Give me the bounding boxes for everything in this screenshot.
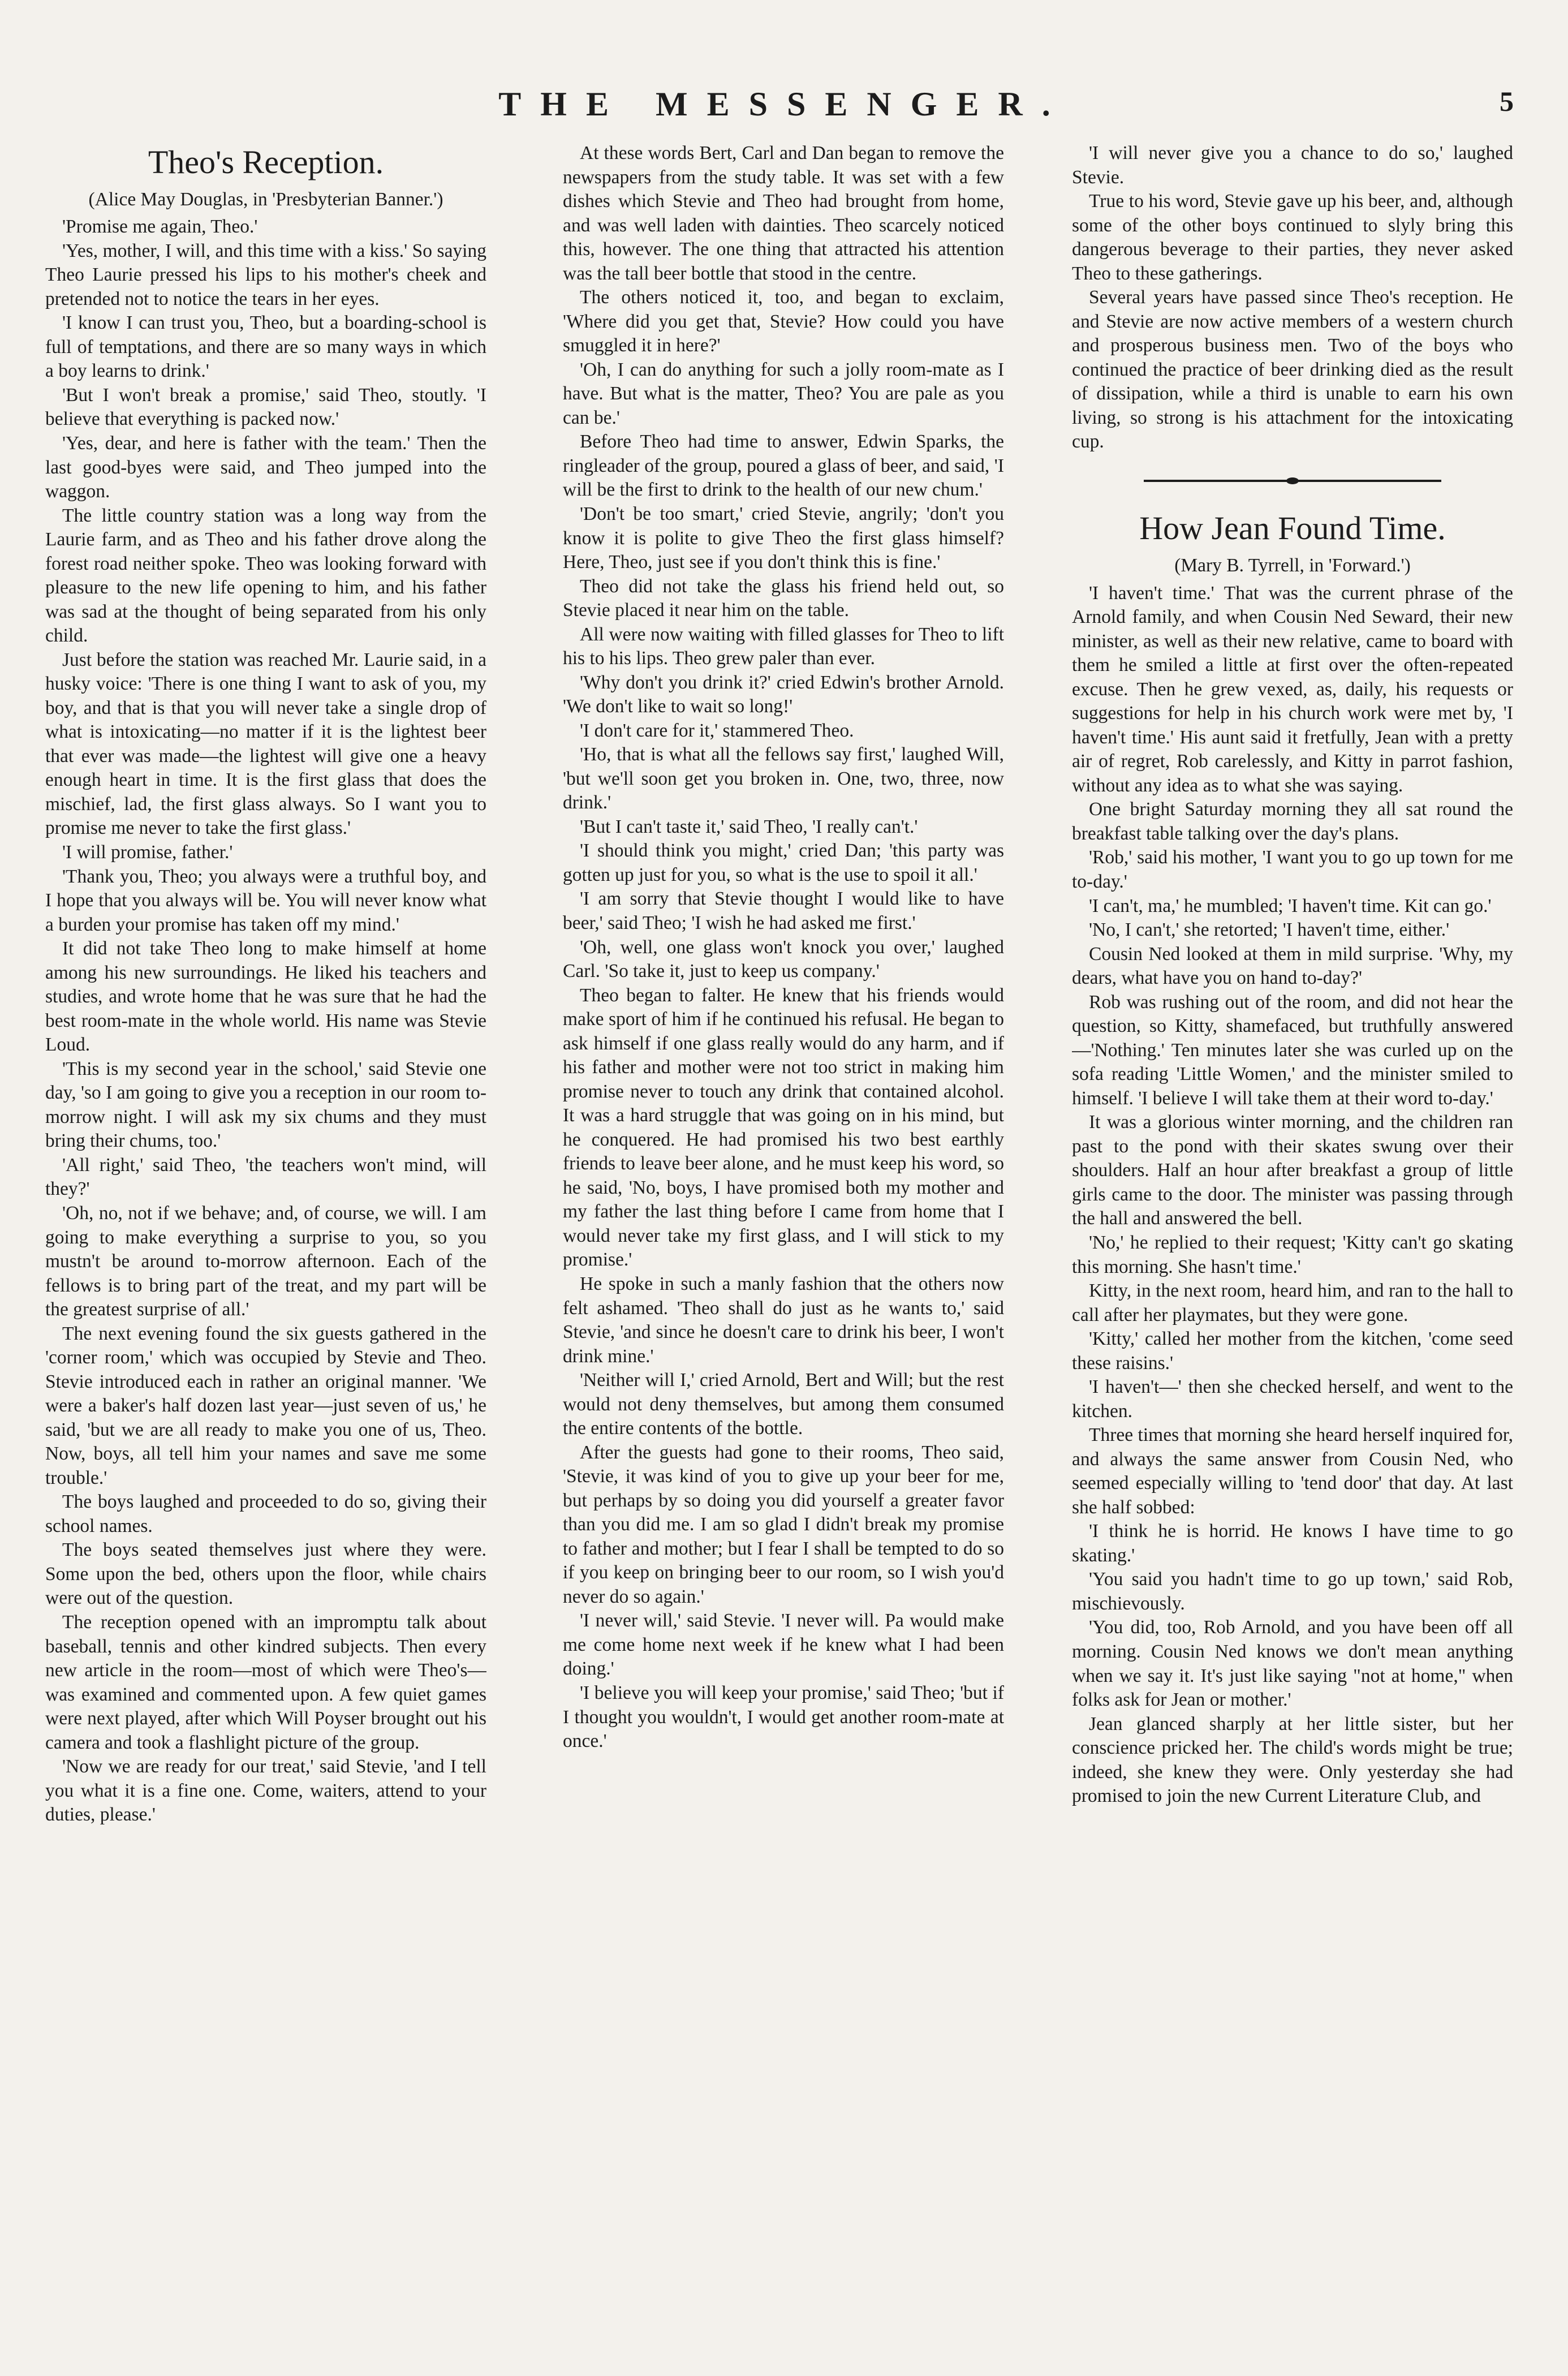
paragraph: 'I haven't time.' That was the current phrase of the Arnold family, and when Cousin Ned Seward, their new minister, as well as their new relative, came to board with them he smiled a little at first over the often-repeated excuse. Then he grew vexed, as, daily, his requests or suggestions for help in his church work were met by, 'I haven't time.' His aunt said it fretfully, Jean with a pretty air of regret, Rob carelessly, and Kitty in parrot fashion, without any idea as to what she was saying.: [1072, 582, 1513, 796]
paragraph: 'I will promise, father.': [62, 842, 233, 863]
paragraph: The boys laughed and proceeded to do so, giving their school names.: [45, 1491, 486, 1536]
paragraph: 'But I can't taste it,' said Theo, 'I really can't.': [580, 816, 918, 837]
paragraph: Theo did not take the glass his friend held out, so Stevie placed it near him on the table.: [563, 575, 1004, 621]
paragraph: Before Theo had time to answer, Edwin Sparks, the ringleader of the group, poured a glass of beer, and said, 'I will be the first to drink to the health of our new chum.': [563, 431, 1004, 501]
paragraph: 'I don't care for it,' stammered Theo.: [580, 720, 854, 741]
paragraph: 'Yes, mother, I will, and this time with a kiss.' So saying Theo Laurie pressed his lips to his mother's cheek and pretended not to notice the tears in her eyes.: [45, 240, 486, 309]
paragraph: Rob was rushing out of the room, and did not hear the question, so Kitty, shamefaced, but truthfully answered—'Nothing.' Ten minutes later she was curled up on the sofa reading 'Little Women,' and the minister smiled to himself. 'I believe I will take them at their word to-day.': [1072, 991, 1513, 1109]
paragraph: Three times that morning she heard herself inquired for, and always the same answer from Cousin Ned, who seemed especially willing to 'tend door' that day. At last she half sobbed:: [1072, 1424, 1513, 1518]
page-number: 5: [1500, 85, 1514, 117]
paragraph: 'Now we are ready for our treat,' said Stevie, 'and I tell you what it is a fine one. Come, waiters, attend to your duties, please.': [45, 1756, 486, 1826]
paragraph: Theo began to falter. He knew that his friends would make sport of him if he continued his refusal. He began to ask himself if one glass really would do any harm, and if his father and mother were not too strict in making him promise never to touch any drink that contained alcohol. It was a hard struggle that was going on in his mind, but he conquered. He had promised his two best earthly friends to leave beer alone, and he must keep his word, so he said, 'No, boys, I have promised both my mother and my father the last thing before I came from home that I would never take my first glass, and I will stick to my promise.': [563, 984, 1004, 1271]
paragraph: 'I haven't—' then she checked herself, and went to the kitchen.: [1072, 1376, 1513, 1422]
paragraph: 'I am sorry that Stevie thought I would like to have beer,' said Theo; 'I wish he had asked me first.': [563, 888, 1004, 933]
story-2-byline: (Mary B. Tyrrell, in 'Forward.'): [1174, 555, 1411, 576]
paragraph: 'Promise me again, Theo.': [62, 216, 258, 238]
masthead: THE MESSENGER.: [498, 85, 1070, 123]
paragraph: 'Why don't you drink it?' cried Edwin's brother Arnold. 'We don't like to wait so long!': [563, 672, 1004, 717]
paragraph: It was a glorious winter morning, and the children ran past to the pond with their skates swung over their shoulders. Half an hour after breakfast a group of little girls came to the door. The minister was passing through the hall and answered the bell.: [1072, 1112, 1513, 1229]
paragraph: It did not take Theo long to make himself at home among his new surroundings. He liked his teachers and studies, and wrote home that he was sure that he had the best room-mate in the whole world. His name was Stevie Loud.: [45, 938, 486, 1056]
paragraph: 'I never will,' said Stevie. 'I never will. Pa would make me come home next week if he knew what I had been doing.': [563, 1610, 1004, 1680]
paragraph: Several years have passed since Theo's reception. He and Stevie are now active members of a western church and prosperous business men. Two of the boys who continued the practice of beer drinking died as the result of dissipation, while a third is unable to earn his own living, so strong is his attachment for the intoxicating cup.: [1072, 287, 1513, 453]
paragraph: Cousin Ned looked at them in mild surprise. 'Why, my dears, what have you on hand to-day?': [1072, 943, 1513, 989]
paragraph: 'But I won't break a promise,' said Theo, stoutly. 'I believe that everything is packed now.': [45, 384, 486, 430]
paragraph: 'I will never give you a chance to do so,' laughed Stevie.: [1072, 143, 1513, 188]
paragraph: 'Ho, that is what all the fellows say first,' laughed Will, 'but we'll soon get you broken in. One, two, three, now drink.': [563, 744, 1004, 813]
paragraph: One bright Saturday morning they all sat round the breakfast table talking over the day's plans.: [1072, 799, 1513, 844]
column-3: [1072, 141, 1513, 2353]
paragraph: Just before the station was reached Mr. Laurie said, in a husky voice: 'There is one thing I want to ask of you, my boy, and that is that you will never take a single drop of what is intoxicating—no matter if it is the lightest beer that ever was made—the lightest will give one a heavy enough heart in time. It is the first glass that does the mischief, lad, the first glass always. So I want you to promise me never to take the first glass.': [45, 649, 486, 839]
paragraph: The boys seated themselves just where they were. Some upon the bed, others upon the floor, while chairs were out of the question.: [45, 1539, 486, 1609]
paragraph: 'You did, too, Rob Arnold, and you have been off all morning. Cousin Ned knows we don't mean anything when we say it. It's just like saying "not at home," when folks ask for Jean or mother.': [1072, 1617, 1513, 1711]
paragraph: 'Oh, well, one glass won't knock you over,' laughed Carl. 'So take it, just to keep us company.': [563, 936, 1004, 982]
column-1: [45, 141, 486, 2353]
story-2-title: How Jean Found Time.: [1139, 510, 1446, 547]
paragraph: 'Yes, dear, and here is father with the team.' Then the last good-byes were said, and Theo jumped into the waggon.: [45, 432, 486, 502]
story-2-body: [1072, 582, 1513, 1809]
paragraph: 'Rob,' said his mother, 'I want you to go up town for me to-day.': [1072, 847, 1513, 892]
paragraph: 'I can't, ma,' he mumbled; 'I haven't time. Kit can go.': [1089, 895, 1492, 916]
paragraph: Kitty, in the next room, heard him, and ran to the hall to call after her playmates, but they were gone.: [1072, 1280, 1513, 1325]
paragraph: 'No,' he replied to their request; 'Kitty can't go skating this morning. She hasn't time.': [1072, 1232, 1513, 1277]
story-1-title: Theo's Reception.: [148, 144, 384, 180]
paragraph: The others noticed it, too, and began to exclaim, 'Where did you get that, Stevie? How could you have smuggled it in here?': [563, 287, 1004, 356]
paragraph: All were now waiting with filled glasses for Theo to lift his to his lips. Theo grew paler than ever.: [563, 623, 1004, 669]
paragraph: The reception opened with an impromptu talk about baseball, tennis and other kindred subjects. Then every new article in the room—most of which were Theo's—was examined and commented upon. A few quiet games were next played, after which Will Poyser brought out his camera and took a flashlight picture of the group.: [45, 1612, 486, 1753]
paragraph: 'Thank you, Theo; you always were a truthful boy, and I hope that you always will be. You will never know what a burden your promise has taken off my mind.': [45, 866, 486, 935]
paragraph: 'I know I can trust you, Theo, but a boarding-school is full of temptations, and there are so many ways in which a boy learns to drink.': [45, 312, 486, 382]
paragraph: 'Neither will I,' cried Arnold, Bert and Will; but the rest would not deny themselves, but among them consumed the entire contents of the bottle.: [563, 1370, 1004, 1439]
paragraph: Jean glanced sharply at her little sister, but her conscience pricked her. The child's words might be true; indeed, she knew they were. Only yesterday she had promised to join the new Current Literature Club, and: [1072, 1713, 1513, 1807]
story-1-body-part-2: [563, 141, 1004, 1754]
paragraph: 'All right,' said Theo, 'the teachers won't mind, will they?': [45, 1154, 486, 1200]
section-divider: [1072, 468, 1513, 492]
paragraph: He spoke in such a manly fashion that the others now felt ashamed. 'Theo shall do just as he wants to,' said Stevie, 'and since he doesn't care to drink his beer, I won't drink mine.': [563, 1273, 1004, 1367]
story-1-body-part-1: [45, 215, 486, 1827]
paragraph: The little country station was a long way from the Laurie farm, and as Theo and his father drove along the forest road neither spoke. Theo was looking forward with pleasure to the new life opening to him, and his father was sad at the thought of being separated from his only child.: [45, 505, 486, 647]
paragraph: True to his word, Stevie gave up his beer, and, although some of the other boys continued to slyly bring this dangerous beverage to their parties, they never asked Theo to these gatherings.: [1072, 191, 1513, 284]
paragraph: 'Oh, no, not if we behave; and, of course, we will. I am going to make everything a surprise to you, so you mustn't be around to-morrow afternoon. Each of the fellows is to bring part of the treat, and my part will be the greatest surprise of all.': [45, 1202, 486, 1320]
paragraph: 'Kitty,' called her mother from the kitchen, 'come seed these raisins.': [1072, 1328, 1513, 1374]
column-2: [563, 141, 1004, 2353]
paragraph: The next evening found the six guests gathered in the 'corner room,' which was occupied by Stevie and Theo. Stevie introduced each in rather an original manner. 'We were a baker's half dozen last year—just seven of us,' he said, 'but we are all ready to make you one of us, Theo. Now, boys, all tell him your names and save me some trouble.': [45, 1323, 486, 1488]
paragraph: 'This is my second year in the school,' said Stevie one day, 'so I am going to give you a reception in our room to-morrow night. I will ask my six chums and they must bring their chums, too.': [45, 1058, 486, 1152]
paragraph: At these words Bert, Carl and Dan began to remove the newspapers from the study table. It was set with a few dishes which Stevie and Theo had brought from home, and was well laden with dainties. Theo scarcely noticed this, however. The one thing that attracted his attention was the tall beer bottle that stood in the centre.: [563, 143, 1004, 284]
story-1-body-part-3: [1072, 141, 1513, 454]
paragraph: After the guests had gone to their rooms, Theo said, 'Stevie, it was kind of you to give up your beer for me, but perhaps by so doing you did yourself a greater favor than you did me. I am so glad I didn't break my promise to father and mother; but I fear I shall be tempted to do so if you keep on bringing beer to our room, so I wish you'd never do so again.': [563, 1441, 1004, 1607]
paragraph: 'Oh, I can do anything for such a jolly room-mate as I have. But what is the matter, Theo? You are pale as you can be.': [563, 359, 1004, 428]
paragraph: 'You said you hadn't time to go up town,' said Rob, mischievously.: [1072, 1569, 1513, 1614]
paragraph: 'I think he is horrid. He knows I have time to go skating.': [1072, 1521, 1513, 1566]
story-1-byline: (Alice May Douglas, in 'Presbyterian Banner.'): [88, 188, 443, 210]
paragraph: 'No, I can't,' she retorted; 'I haven't time, either.': [1089, 919, 1450, 941]
paragraph: 'Don't be too smart,' cried Stevie, angrily; 'don't you know it is polite to give Theo the first glass himself? Here, Theo, just see if you don't think this is fine.': [563, 503, 1004, 573]
paragraph: 'I should think you might,' cried Dan; 'this party was gotten up just for you, so what is the use to spoil it all.': [563, 840, 1004, 885]
paragraph: 'I believe you will keep your promise,' said Theo; 'but if I thought you wouldn't, I would get another room-mate at once.': [563, 1682, 1004, 1752]
